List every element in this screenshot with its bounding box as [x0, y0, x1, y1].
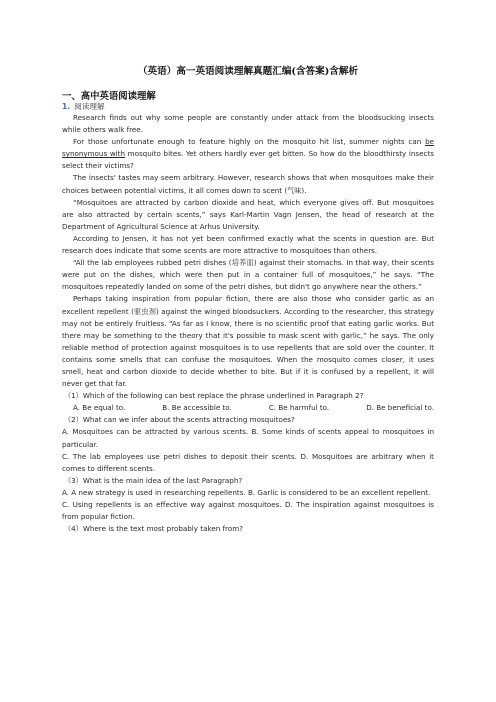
paragraph-1: Research finds out why some people are constantly under attack from the bloodsucking insects while others walk free.: [62, 113, 434, 135]
question-4: （4）Where is the text most probably taken from?: [64, 524, 243, 534]
paragraph-5: According to Jensen, it has not yet been confirmed exactly what the scents in question are. But research does indicate that some scents are more attractive to mosquitoes than others.: [62, 233, 434, 256]
question-1: （1）Which of the following can best replace the phrase underlined in Paragraph 2?: [64, 391, 364, 401]
question-1-options: [62, 402, 434, 414]
underlined-phrase: be synonymous with: [62, 137, 434, 159]
paragraph-2: For those unfortunate enough to feature highly on the mosquito hit list, summer nights can be synonymous with mosquito bites. Yet others hardly ever get bitten. So how do the bloodthirsty insects select their victims?: [62, 137, 434, 171]
paragraph-6: “All the lab employees rubbed petri dishes (培养皿) against their stomachs. In that way, their scents were put on the dishes, which were then put in a container full of mosquitoes,” he says. “The mosquitoes repeatedly landed on some of the petri dishes, but didn't go anywhere near the others.”: [62, 258, 434, 292]
item-number: 1.: [62, 102, 71, 111]
question-2-options-ab: A. Mosquitoes can be attracted by various scents. B. Some kinds of scents appeal to mosquitoes in particular.: [62, 427, 434, 449]
paragraph-4: “Mosquitoes are attracted by carbon dioxide and heat, which everyone gives off. But mosquitoes are also attracted by certain scents,” says Karl-Martin Vagn Jensen, the head of research at the Department of Agricultural Science at Arhus University.: [62, 197, 434, 231]
item-label: 阅读理解: [74, 102, 105, 111]
question-2-options-cd: C. The lab employees use petri dishes to deposit their scents. D. Mosquitoes are arbitrary when it comes to different scents.: [62, 451, 434, 473]
passage-body: [62, 112, 434, 535]
option-c: C. Be harmful to.: [268, 403, 330, 413]
section-heading: 一、高中英语阅读理解: [62, 91, 156, 102]
item-heading: [62, 101, 105, 112]
question-3-options-ab: A. A new strategy is used in researching repellents. B. Garlic is considered to be an excellent repellent.: [62, 487, 431, 497]
question-3-options-cd: C. Using repellents is an effective way against mosquitoes. D. The inspiration against mosquitoes is from popular fiction.: [62, 500, 434, 522]
question-3: （3）What is the main idea of the last Paragraph?: [64, 475, 243, 485]
option-a: A. Be equal to.: [73, 403, 126, 413]
document-title: （英语）高一英语阅读理解真题汇编(含答案)含解析: [137, 66, 359, 77]
paragraph-3: The insects' tastes may seem arbitrary. However, research shows that when mosquitoes make their choices between potential victims, it all comes down to scent (气味).: [62, 173, 434, 195]
option-b: B. Be accessible to.: [162, 403, 232, 413]
option-d: D. Be beneficial to.: [366, 403, 434, 413]
question-2: （2）What can we infer about the scents attracting mosquitoes?: [64, 415, 295, 425]
paragraph-7: Perhaps taking inspiration from popular fiction, there are also those who consider garlic as an excellent repellent (驱虫剂) against the winged bloodsuckers. According to the researcher, this strategy may not be entirely fruitless. “As far as I know, there is no scientific proof that eating garlic works. But there may be something to the theory that it's possible to mask scent with garlic,” he says. The only reliable method of protection against mosquitoes is to use repellents that are sold over the counter. It contains some smells that can confuse the mosquitoes. When the mosquito comes closer, it uses smell, heat and carbon dioxide to decide whether to bite. But if it is confused by a repellent, it will never get that far.: [62, 294, 434, 389]
